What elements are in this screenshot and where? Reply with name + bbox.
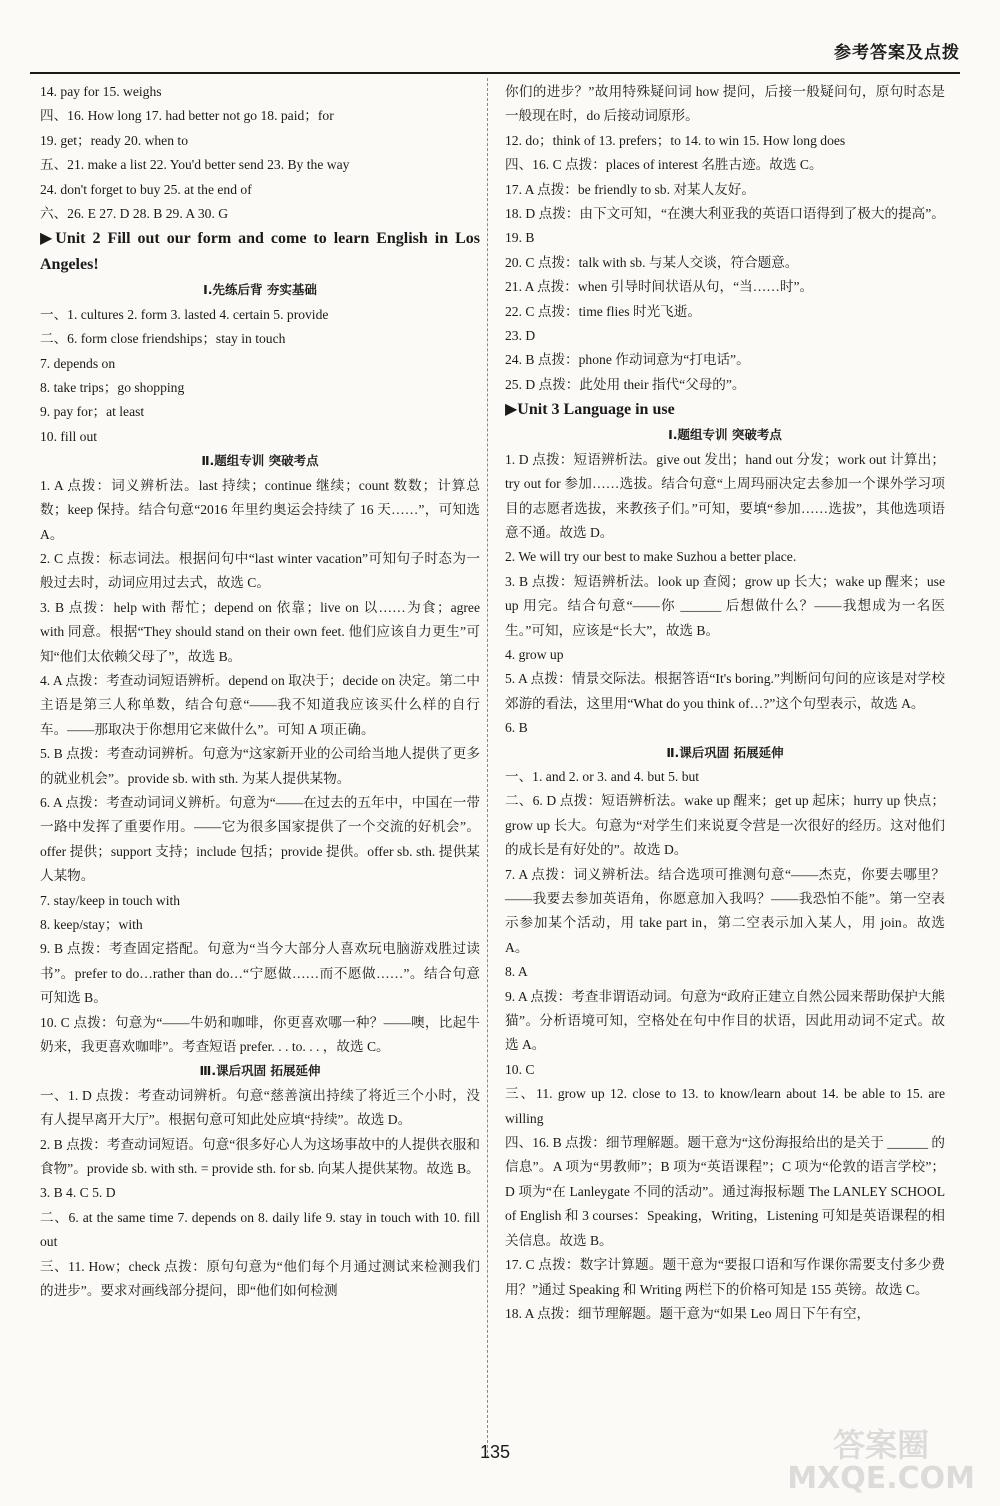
unit-heading: ▶Unit 2 Fill out our form and come to learn English in Los Angeles! bbox=[40, 230, 480, 274]
answer-line: 7. stay/keep in touch with bbox=[40, 892, 181, 908]
watermark-logo bbox=[787, 1428, 975, 1496]
answer-line: 2. C 点拨：标志词法。根据问句中“last winter vacation”可知句子时态为一般过去时，动词应用过去式，故选 C。 bbox=[40, 550, 480, 591]
answer-line: 5. A 点拨：情景交际法。根据答语“It's boring.”判断问句问的应该是对学校郊游的看法，这里用“What do you think of…?”这个句型表示，故选 A。 bbox=[505, 671, 945, 711]
answer-line: 24. B 点拨：phone 作动词意为“打电话”。 bbox=[505, 352, 750, 368]
answer-line: 五、21. make a list 22. You'd better send 23. By the way bbox=[40, 157, 350, 173]
column-divider bbox=[487, 78, 488, 1458]
answer-line: 3. B 点拨：help with 帮忙；depend on 依靠；live on 以……为食；agree with 同意。根据“They should stand on their own feet. 他们应该自力更生”可知“他们太依赖父母了”，故选 B。 bbox=[40, 599, 480, 664]
answer-line: 25. D 点拨：此处用 their 指代“父母的”。 bbox=[505, 376, 746, 392]
section-heading: Ⅱ.课后巩固 拓展延伸 bbox=[666, 744, 784, 760]
answer-line: 3. B 4. C 5. D bbox=[40, 1185, 116, 1201]
section-heading: Ⅰ.先练后背 夯实基础 bbox=[203, 282, 317, 298]
answer-line: 三、11. grow up 12. close to 13. to know/learn about 14. be able to 15. are willing bbox=[505, 1086, 945, 1126]
answer-line: 10. C bbox=[505, 1061, 535, 1077]
answer-line: 3. B 点拨：短语辨析法。look up 查阅；grow up 长大；wake up 醒来；use up 用完。结合句意“——你 ______ 后想做什么？——我想成为一名医生。”可知，应该是“长大”，故选 B。 bbox=[505, 573, 945, 638]
answer-line: 9. A 点拨：考查非谓语动词。句意为“政府正建立自然公园来帮助保护大熊猫”。分析语境可知，空格处在句中作目的状语，因此用动词不定式。故选 A。 bbox=[505, 988, 945, 1053]
answer-line: 四、16. How long 17. had better not go 18. paid；for bbox=[40, 108, 334, 124]
answer-line: 6. B bbox=[505, 720, 528, 736]
answer-line: 21. A 点拨：when 引导时间状语从句，“当……时”。 bbox=[505, 279, 814, 295]
unit-heading: ▶Unit 3 Language in use bbox=[505, 401, 675, 419]
answer-line: 7. A 点拨：词义辨析法。结合选项可推测句意“——杰克，你要去哪里？——我要去参加英语角，你愿意加入我吗？——我恐怕不能”。第一空表示参加某个活动，用 take part in，第二空表示加入某人，用 join。故选 A。 bbox=[505, 866, 945, 955]
answer-line: 18. D 点拨：由下文可知，“在澳大利亚我的英语口语得到了极大的提高”。 bbox=[505, 206, 945, 222]
section-heading: Ⅱ.题组专训 突破考点 bbox=[201, 453, 319, 469]
section-heading: Ⅰ.题组专训 突破考点 bbox=[668, 427, 782, 443]
answer-line: 二、6. D 点拨：短语辨析法。wake up 醒来；get up 起床；hurry up 快点；grow up 长大。句意为“对学生们来说夏令营是一次很好的经历。这对他们的成长是有好处的”。故选 D。 bbox=[505, 793, 945, 858]
answer-line: 23. D bbox=[505, 328, 536, 344]
left-column bbox=[40, 80, 480, 1304]
answer-line: 10. C 点拨：句意为“——牛奶和咖啡，你更喜欢哪一种？——噢，比起牛奶来，我更喜欢咖啡”。考查短语 prefer. . . to. . . ，故选 C。 bbox=[40, 1014, 480, 1055]
header-title: 参考答案及点拨 bbox=[834, 43, 960, 63]
answer-line: 2. We will try our best to make Suzhou a better place. bbox=[505, 549, 797, 565]
answer-line: 四、16. C 点拨：places of interest 名胜古迹。故选 C。 bbox=[505, 157, 823, 173]
answer-line: 9. B 点拨：考查固定搭配。句意为“当今大部分人喜欢玩电脑游戏胜过读书”。prefer to do…rather than do…“宁愿做……而不愿做……”。结合句意可知选 B。 bbox=[40, 941, 480, 1006]
answer-line: 二、6. at the same time 7. depends on 8. daily life 9. stay in touch with 10. fill out bbox=[40, 1209, 480, 1250]
page-number: 135 bbox=[480, 1442, 511, 1462]
answer-line: 2. B 点拨：考查动词短语。句意“很多好心人为这场事故中的人提供衣服和食物”。provide sb. with sth. = provide sth. for sb. 向某人提供某物。故选 B。 bbox=[40, 1136, 480, 1177]
answer-line: 四、16. B 点拨：细节理解题。题干意为“这份海报给出的是关于 ______ 的信息”。A 项为“男教师”；B 项为“英语课程”；C 项为“伦敦的语言学校”；D 项为“在 Lanleygate 不同的活动”。通过海报标题 The LANLEY SCHOOL of English 和 3 courses：Speaking，Writing，Listening 可知是英语课程的相关信息。故选 B。 bbox=[505, 1135, 945, 1248]
answer-line: 19. get；ready 20. when to bbox=[40, 132, 188, 148]
answer-line: 18. A 点拨：细节理解题。题干意为“如果 Leo 周日下午有空， bbox=[505, 1305, 871, 1321]
answer-line: 9. pay for；at least bbox=[40, 404, 145, 420]
right-column bbox=[505, 80, 945, 1326]
answer-line: 4. A 点拨：考查动词短语辨析。depend on 取决于；decide on 决定。第二中主语是第三人称单数，结合句意“——我不知道我应该买什么样的自行车。——那取决于你想用它来做什么”。可知 A 项正确。 bbox=[40, 672, 480, 737]
answer-line: 8. A bbox=[505, 964, 528, 980]
answer-line: 8. take trips；go shopping bbox=[40, 380, 185, 396]
answer-line: 一、1. D 点拨：考查动词辨析。句意“慈善演出持续了将近三个小时，没有人提早离开大厅”。根据句意可知此处应填“持续”。故选 D。 bbox=[40, 1087, 480, 1128]
section-heading: Ⅲ.课后巩固 拓展延伸 bbox=[199, 1063, 321, 1079]
answer-line: 六、26. E 27. D 28. B 29. A 30. G bbox=[40, 206, 229, 222]
answer-line: 10. fill out bbox=[40, 428, 98, 444]
answer-line: 17. A 点拨：be friendly to sb. 对某人友好。 bbox=[505, 181, 755, 197]
page-header bbox=[30, 32, 960, 74]
answer-line: 17. C 点拨：数字计算题。题干意为“要报口语和写作课你需要支付多少费用？”通过 Speaking 和 Writing 两栏下的价格可知是 155 英镑。故选 C。 bbox=[505, 1257, 945, 1297]
answer-line: 二、6. form close friendships；stay in touch bbox=[40, 331, 286, 347]
answer-line: 你们的进步？”故用特殊疑问词 how 提问，后接一般疑问句，原句时态是一般现在时，do 后接动词原形。 bbox=[505, 84, 945, 124]
answer-line: 24. don't forget to buy 25. at the end of bbox=[40, 181, 252, 197]
watermark-line1: 答案圈 bbox=[833, 1426, 930, 1464]
answer-line: 一、1. and 2. or 3. and 4. but 5. but bbox=[505, 768, 700, 784]
answer-line: 14. pay for 15. weighs bbox=[40, 84, 162, 99]
answer-line: 7. depends on bbox=[40, 355, 116, 371]
answer-line: 20. C 点拨：talk with sb. 与某人交谈，符合题意。 bbox=[505, 254, 799, 270]
answer-line: 1. D 点拨：短语辨析法。give out 发出；hand out 分发；work out 计算出；try out for 参加……选拔。结合句意“上周玛丽决定去参加一个课外学习项目的志愿者选拔，来教孩子们。”可知，要填“参加……选拔”，其他选项语意不通。故选 D。 bbox=[505, 451, 945, 540]
answer-line: 8. keep/stay；with bbox=[40, 917, 143, 932]
watermark-line2: MXQE.COM bbox=[787, 1461, 975, 1496]
answer-line: 1. A 点拨：词义辨析法。last 持续；continue 继续；count 数数；计算总数；keep 保持。结合句意“2016 年里约奥运会持续了 16 天……”，可知选 A。 bbox=[40, 477, 480, 542]
answer-line: 6. A 点拨：考查动词词义辨析。句意为“——在过去的五年中，中国在一带一路中发挥了重要作用。——它为很多国家提供了一个交流的好机会”。offer 提供；support 支持；include 包括；provide 提供。offer sb. sth. 提供某人某物。 bbox=[40, 794, 480, 884]
answer-line: 12. do；think of 13. prefers；to 14. to win 15. How long does bbox=[505, 132, 846, 148]
answer-line: 一、1. cultures 2. form 3. lasted 4. certain 5. provide bbox=[40, 306, 329, 322]
answer-line: 22. C 点拨：time flies 时光飞逝。 bbox=[505, 303, 701, 319]
answer-line: 19. B bbox=[505, 230, 535, 246]
answer-line: 4. grow up bbox=[505, 646, 564, 662]
answer-line: 5. B 点拨：考查动词辨析。句意为“这家新开业的公司给当地人提供了更多的就业机会”。provide sb. with sth. 为某人提供某物。 bbox=[40, 746, 480, 786]
answer-line: 三、11. How；check 点拨：原句句意为“他们每个月通过测试来检测我们的进步”。要求对画线部分提问，即“他们如何检测 bbox=[40, 1258, 480, 1299]
